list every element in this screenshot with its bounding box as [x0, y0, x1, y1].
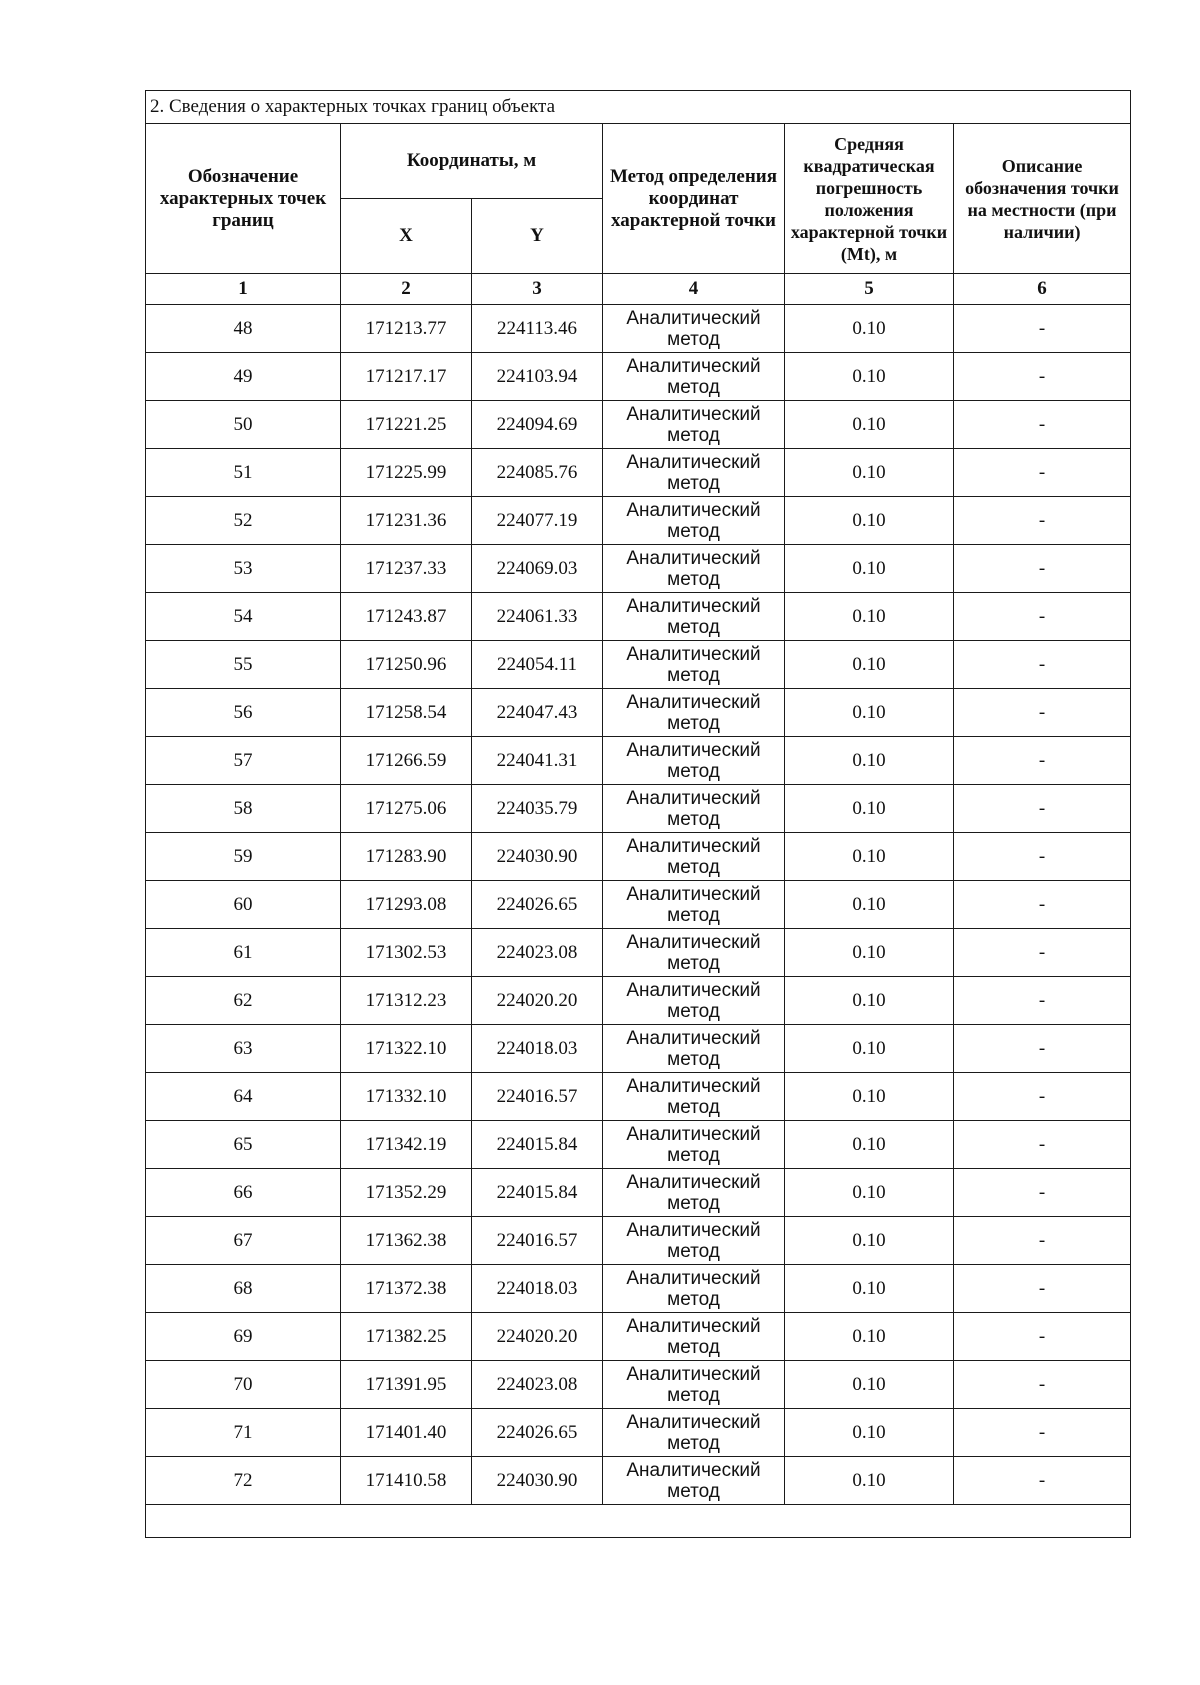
section-title: 2. Сведения о характерных точках границ объекта: [146, 91, 1131, 124]
header-x: X: [341, 199, 472, 274]
point-id-cell: 55: [146, 641, 341, 689]
method-cell: Аналитический метод: [603, 689, 785, 737]
x-coordinate-cell: 171391.95: [341, 1361, 472, 1409]
table-row: [146, 497, 1131, 545]
table-row: [146, 833, 1131, 881]
point-id-cell: 52: [146, 497, 341, 545]
point-id-cell: 70: [146, 1361, 341, 1409]
method-cell: Аналитический метод: [603, 1025, 785, 1073]
y-coordinate-cell: 224023.08: [472, 929, 603, 977]
y-coordinate-cell: 224030.90: [472, 1457, 603, 1505]
y-coordinate-cell: 224113.46: [472, 305, 603, 353]
description-cell: -: [954, 1361, 1131, 1409]
empty-cell: [146, 1505, 1131, 1538]
method-cell: Аналитический метод: [603, 1457, 785, 1505]
y-coordinate-cell: 224015.84: [472, 1121, 603, 1169]
error-cell: 0.10: [785, 305, 954, 353]
x-coordinate-cell: 171362.38: [341, 1217, 472, 1265]
x-coordinate-cell: 171221.25: [341, 401, 472, 449]
table-row: [146, 977, 1131, 1025]
point-id-cell: 66: [146, 1169, 341, 1217]
header-y: Y: [472, 199, 603, 274]
error-cell: 0.10: [785, 497, 954, 545]
table-row: [146, 401, 1131, 449]
method-cell: Аналитический метод: [603, 881, 785, 929]
point-id-cell: 58: [146, 785, 341, 833]
method-cell: Аналитический метод: [603, 1217, 785, 1265]
y-coordinate-cell: 224069.03: [472, 545, 603, 593]
y-coordinate-cell: 224020.20: [472, 1313, 603, 1361]
y-coordinate-cell: 224020.20: [472, 977, 603, 1025]
method-cell: Аналитический метод: [603, 1121, 785, 1169]
method-cell: Аналитический метод: [603, 833, 785, 881]
header-description: Описание обозначения точки на местности (при наличии): [954, 124, 1131, 274]
error-cell: 0.10: [785, 785, 954, 833]
x-coordinate-cell: 171342.19: [341, 1121, 472, 1169]
description-cell: -: [954, 305, 1131, 353]
point-id-cell: 68: [146, 1265, 341, 1313]
point-id-cell: 54: [146, 593, 341, 641]
y-coordinate-cell: 224103.94: [472, 353, 603, 401]
method-cell: Аналитический метод: [603, 1265, 785, 1313]
point-id-cell: 63: [146, 1025, 341, 1073]
description-cell: -: [954, 1409, 1131, 1457]
description-cell: -: [954, 1265, 1131, 1313]
method-cell: Аналитический метод: [603, 1361, 785, 1409]
x-coordinate-cell: 171275.06: [341, 785, 472, 833]
table-row: [146, 353, 1131, 401]
method-cell: Аналитический метод: [603, 1313, 785, 1361]
x-coordinate-cell: 171322.10: [341, 1025, 472, 1073]
document-sheet: [145, 90, 1130, 1538]
error-cell: 0.10: [785, 1361, 954, 1409]
description-cell: -: [954, 1073, 1131, 1121]
x-coordinate-cell: 171332.10: [341, 1073, 472, 1121]
point-id-cell: 72: [146, 1457, 341, 1505]
column-number: 5: [785, 274, 954, 305]
x-coordinate-cell: 171372.38: [341, 1265, 472, 1313]
table-row: [146, 929, 1131, 977]
y-coordinate-cell: 224016.57: [472, 1217, 603, 1265]
empty-row: [146, 1505, 1131, 1538]
point-id-cell: 69: [146, 1313, 341, 1361]
table-body: [146, 305, 1131, 1505]
x-coordinate-cell: 171352.29: [341, 1169, 472, 1217]
x-coordinate-cell: 171213.77: [341, 305, 472, 353]
method-cell: Аналитический метод: [603, 977, 785, 1025]
point-id-cell: 48: [146, 305, 341, 353]
description-cell: -: [954, 1457, 1131, 1505]
description-cell: -: [954, 1217, 1131, 1265]
description-cell: -: [954, 497, 1131, 545]
point-id-cell: 62: [146, 977, 341, 1025]
y-coordinate-cell: 224023.08: [472, 1361, 603, 1409]
table-row: [146, 785, 1131, 833]
error-cell: 0.10: [785, 449, 954, 497]
header-coordinates: Координаты, м: [341, 124, 603, 199]
error-cell: 0.10: [785, 545, 954, 593]
x-coordinate-cell: 171410.58: [341, 1457, 472, 1505]
table-row: [146, 1121, 1131, 1169]
x-coordinate-cell: 171237.33: [341, 545, 472, 593]
description-cell: -: [954, 785, 1131, 833]
point-id-cell: 64: [146, 1073, 341, 1121]
table-row: [146, 545, 1131, 593]
x-coordinate-cell: 171293.08: [341, 881, 472, 929]
method-cell: Аналитический метод: [603, 641, 785, 689]
y-coordinate-cell: 224030.90: [472, 833, 603, 881]
point-id-cell: 50: [146, 401, 341, 449]
column-number: 2: [341, 274, 472, 305]
error-cell: 0.10: [785, 881, 954, 929]
description-cell: -: [954, 977, 1131, 1025]
description-cell: -: [954, 1121, 1131, 1169]
table-row: [146, 1313, 1131, 1361]
method-cell: Аналитический метод: [603, 305, 785, 353]
y-coordinate-cell: 224016.57: [472, 1073, 603, 1121]
error-cell: 0.10: [785, 977, 954, 1025]
table-row: [146, 1457, 1131, 1505]
error-cell: 0.10: [785, 929, 954, 977]
description-cell: -: [954, 641, 1131, 689]
error-cell: 0.10: [785, 593, 954, 641]
error-cell: 0.10: [785, 1169, 954, 1217]
y-coordinate-cell: 224035.79: [472, 785, 603, 833]
y-coordinate-cell: 224077.19: [472, 497, 603, 545]
table-row: [146, 1073, 1131, 1121]
description-cell: -: [954, 689, 1131, 737]
method-cell: Аналитический метод: [603, 449, 785, 497]
y-coordinate-cell: 224047.43: [472, 689, 603, 737]
column-number: 3: [472, 274, 603, 305]
x-coordinate-cell: 171231.36: [341, 497, 472, 545]
description-cell: -: [954, 1169, 1131, 1217]
table-row: [146, 881, 1131, 929]
x-coordinate-cell: 171225.99: [341, 449, 472, 497]
table-row: [146, 689, 1131, 737]
y-coordinate-cell: 224026.65: [472, 881, 603, 929]
method-cell: Аналитический метод: [603, 497, 785, 545]
method-cell: Аналитический метод: [603, 353, 785, 401]
point-id-cell: 53: [146, 545, 341, 593]
table-row: [146, 1169, 1131, 1217]
y-coordinate-cell: 224054.11: [472, 641, 603, 689]
table-row: [146, 737, 1131, 785]
description-cell: -: [954, 593, 1131, 641]
description-cell: -: [954, 401, 1131, 449]
error-cell: 0.10: [785, 1409, 954, 1457]
header-designation: Обозначение характерных точек границ: [146, 124, 341, 274]
description-cell: -: [954, 737, 1131, 785]
description-cell: -: [954, 449, 1131, 497]
table-row: [146, 1409, 1131, 1457]
method-cell: Аналитический метод: [603, 593, 785, 641]
method-cell: Аналитический метод: [603, 401, 785, 449]
header-method: Метод определения координат характерной точки: [603, 124, 785, 274]
point-id-cell: 51: [146, 449, 341, 497]
error-cell: 0.10: [785, 689, 954, 737]
method-cell: Аналитический метод: [603, 737, 785, 785]
y-coordinate-cell: 224061.33: [472, 593, 603, 641]
header-error: Средняя квадратическая погрешность положения характерной точки (Mt), м: [785, 124, 954, 274]
x-coordinate-cell: 171302.53: [341, 929, 472, 977]
description-cell: -: [954, 929, 1131, 977]
y-coordinate-cell: 224026.65: [472, 1409, 603, 1457]
error-cell: 0.10: [785, 353, 954, 401]
x-coordinate-cell: 171243.87: [341, 593, 472, 641]
method-cell: Аналитический метод: [603, 929, 785, 977]
point-id-cell: 67: [146, 1217, 341, 1265]
x-coordinate-cell: 171283.90: [341, 833, 472, 881]
table-row: [146, 305, 1131, 353]
error-cell: 0.10: [785, 1217, 954, 1265]
error-cell: 0.10: [785, 1073, 954, 1121]
x-coordinate-cell: 171217.17: [341, 353, 472, 401]
x-coordinate-cell: 171258.54: [341, 689, 472, 737]
table-row: [146, 449, 1131, 497]
description-cell: -: [954, 1025, 1131, 1073]
table-row: [146, 1265, 1131, 1313]
column-number: 4: [603, 274, 785, 305]
table-row: [146, 641, 1131, 689]
error-cell: 0.10: [785, 641, 954, 689]
method-cell: Аналитический метод: [603, 1169, 785, 1217]
x-coordinate-cell: 171382.25: [341, 1313, 472, 1361]
table-row: [146, 1217, 1131, 1265]
y-coordinate-cell: 224085.76: [472, 449, 603, 497]
y-coordinate-cell: 224041.31: [472, 737, 603, 785]
method-cell: Аналитический метод: [603, 785, 785, 833]
x-coordinate-cell: 171312.23: [341, 977, 472, 1025]
point-id-cell: 57: [146, 737, 341, 785]
x-coordinate-cell: 171250.96: [341, 641, 472, 689]
column-number: 6: [954, 274, 1131, 305]
method-cell: Аналитический метод: [603, 1073, 785, 1121]
y-coordinate-cell: 224015.84: [472, 1169, 603, 1217]
error-cell: 0.10: [785, 1313, 954, 1361]
description-cell: -: [954, 881, 1131, 929]
column-number: 1: [146, 274, 341, 305]
x-coordinate-cell: 171401.40: [341, 1409, 472, 1457]
y-coordinate-cell: 224018.03: [472, 1265, 603, 1313]
point-id-cell: 65: [146, 1121, 341, 1169]
error-cell: 0.10: [785, 1265, 954, 1313]
error-cell: 0.10: [785, 833, 954, 881]
characteristic-points-table: [145, 90, 1131, 1538]
method-cell: Аналитический метод: [603, 545, 785, 593]
point-id-cell: 71: [146, 1409, 341, 1457]
error-cell: 0.10: [785, 737, 954, 785]
table-row: [146, 593, 1131, 641]
method-cell: Аналитический метод: [603, 1409, 785, 1457]
error-cell: 0.10: [785, 1457, 954, 1505]
error-cell: 0.10: [785, 401, 954, 449]
point-id-cell: 60: [146, 881, 341, 929]
description-cell: -: [954, 545, 1131, 593]
point-id-cell: 49: [146, 353, 341, 401]
column-numbers-row: [146, 274, 1131, 305]
description-cell: -: [954, 1313, 1131, 1361]
x-coordinate-cell: 171266.59: [341, 737, 472, 785]
table-row: [146, 1361, 1131, 1409]
point-id-cell: 59: [146, 833, 341, 881]
point-id-cell: 61: [146, 929, 341, 977]
point-id-cell: 56: [146, 689, 341, 737]
y-coordinate-cell: 224094.69: [472, 401, 603, 449]
y-coordinate-cell: 224018.03: [472, 1025, 603, 1073]
table-row: [146, 1025, 1131, 1073]
error-cell: 0.10: [785, 1025, 954, 1073]
description-cell: -: [954, 353, 1131, 401]
description-cell: -: [954, 833, 1131, 881]
error-cell: 0.10: [785, 1121, 954, 1169]
